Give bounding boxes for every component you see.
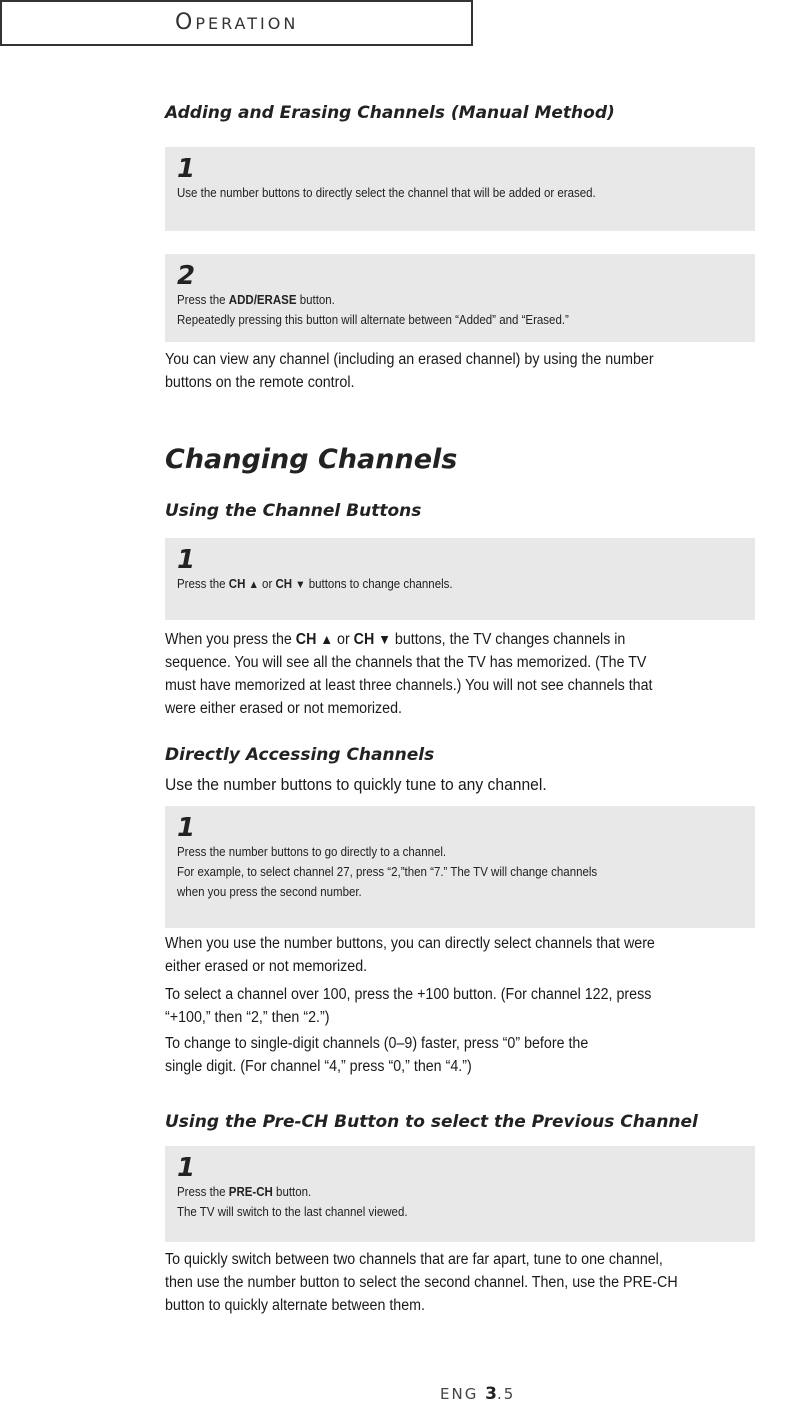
step-number: 2: [177, 261, 196, 291]
step-number: 1: [177, 813, 196, 843]
heading-channel-buttons: Using the Channel Buttons: [165, 501, 422, 521]
channel-buttons-paragraph: When you press the CH ▲ or CH ▼ buttons, the TV changes channels in sequence. You will see all the channels that the TV has memorized. (The TV must have memorized at least three channels.) You will not see channels that were either erased or not memorized.: [165, 631, 653, 717]
step-number: 1: [177, 545, 196, 575]
up-triangle-icon: ▲: [248, 579, 259, 591]
pre-ch-paragraph: To quickly switch between two channels that are far apart, tune to one channel, then use the number button to select the second channel. Then, use the PRE-CH button to quickly alternate between them.: [165, 1251, 678, 1314]
step-text: Press the CH ▲ or CH ▼ buttons to change channels.: [177, 577, 453, 591]
step-text: The TV will switch to the last channel viewed.: [177, 1205, 408, 1219]
direct-paragraph-2: To select a channel over 100, press the +100 button. (For channel 122, press “+100,” then “2,” then “2.”): [165, 986, 652, 1026]
step-box-prech: [165, 1146, 755, 1242]
direct-intro: Use the number buttons to quickly tune to any channel.: [165, 775, 547, 794]
section-title: OPERATION: [175, 10, 299, 35]
up-triangle-icon: ▲: [320, 631, 334, 647]
add-erase-button-label: ADD/ERASE: [228, 293, 297, 307]
step-text: when you press the second number.: [177, 885, 362, 899]
step-text: Repeatedly pressing this button will alternate between “Added” and “Erased.”: [177, 313, 569, 327]
heading-pre-ch: Using the Pre-CH Button to select the Previous Channel: [165, 1112, 698, 1132]
step-number: 1: [177, 154, 196, 184]
heading-changing-channels: Changing Channels: [165, 444, 458, 475]
step-text: Press the ADD/ERASE button.: [177, 293, 335, 307]
step-box-1: [165, 147, 755, 231]
note-paragraph: You can view any channel (including an erased channel) by using the number buttons on the remote control.: [165, 351, 654, 391]
step-box-2: [165, 254, 755, 342]
step-box-ch: [165, 538, 755, 620]
direct-paragraph-3: To change to single-digit channels (0–9) faster, press “0” before the single digit. (For channel “4,” press “0,” then “4.”): [165, 1035, 589, 1075]
heading-directly-accessing: Directly Accessing Channels: [165, 745, 435, 765]
step-box-direct: [165, 806, 755, 928]
down-triangle-icon: ▼: [378, 631, 391, 647]
step-text: Press the PRE-CH button.: [177, 1185, 312, 1199]
step-number: 1: [177, 1153, 196, 1183]
step-text: For example, to select channel 27, press “2,”then “7.” The TV will change channels: [177, 865, 598, 879]
pre-ch-button-label: PRE-CH: [228, 1185, 273, 1199]
down-triangle-icon: ▼: [295, 579, 306, 591]
step-text: Use the number buttons to directly select the channel that will be added or erased.: [177, 186, 596, 200]
step-text: Press the number buttons to go directly to a channel.: [177, 845, 447, 859]
heading-adding-erasing: Adding and Erasing Channels (Manual Method): [165, 103, 615, 123]
direct-paragraph-1: When you use the number buttons, you can directly select channels that were either erased or not memorized.: [165, 935, 655, 975]
page-number: ENG 3.5: [440, 1384, 516, 1404]
